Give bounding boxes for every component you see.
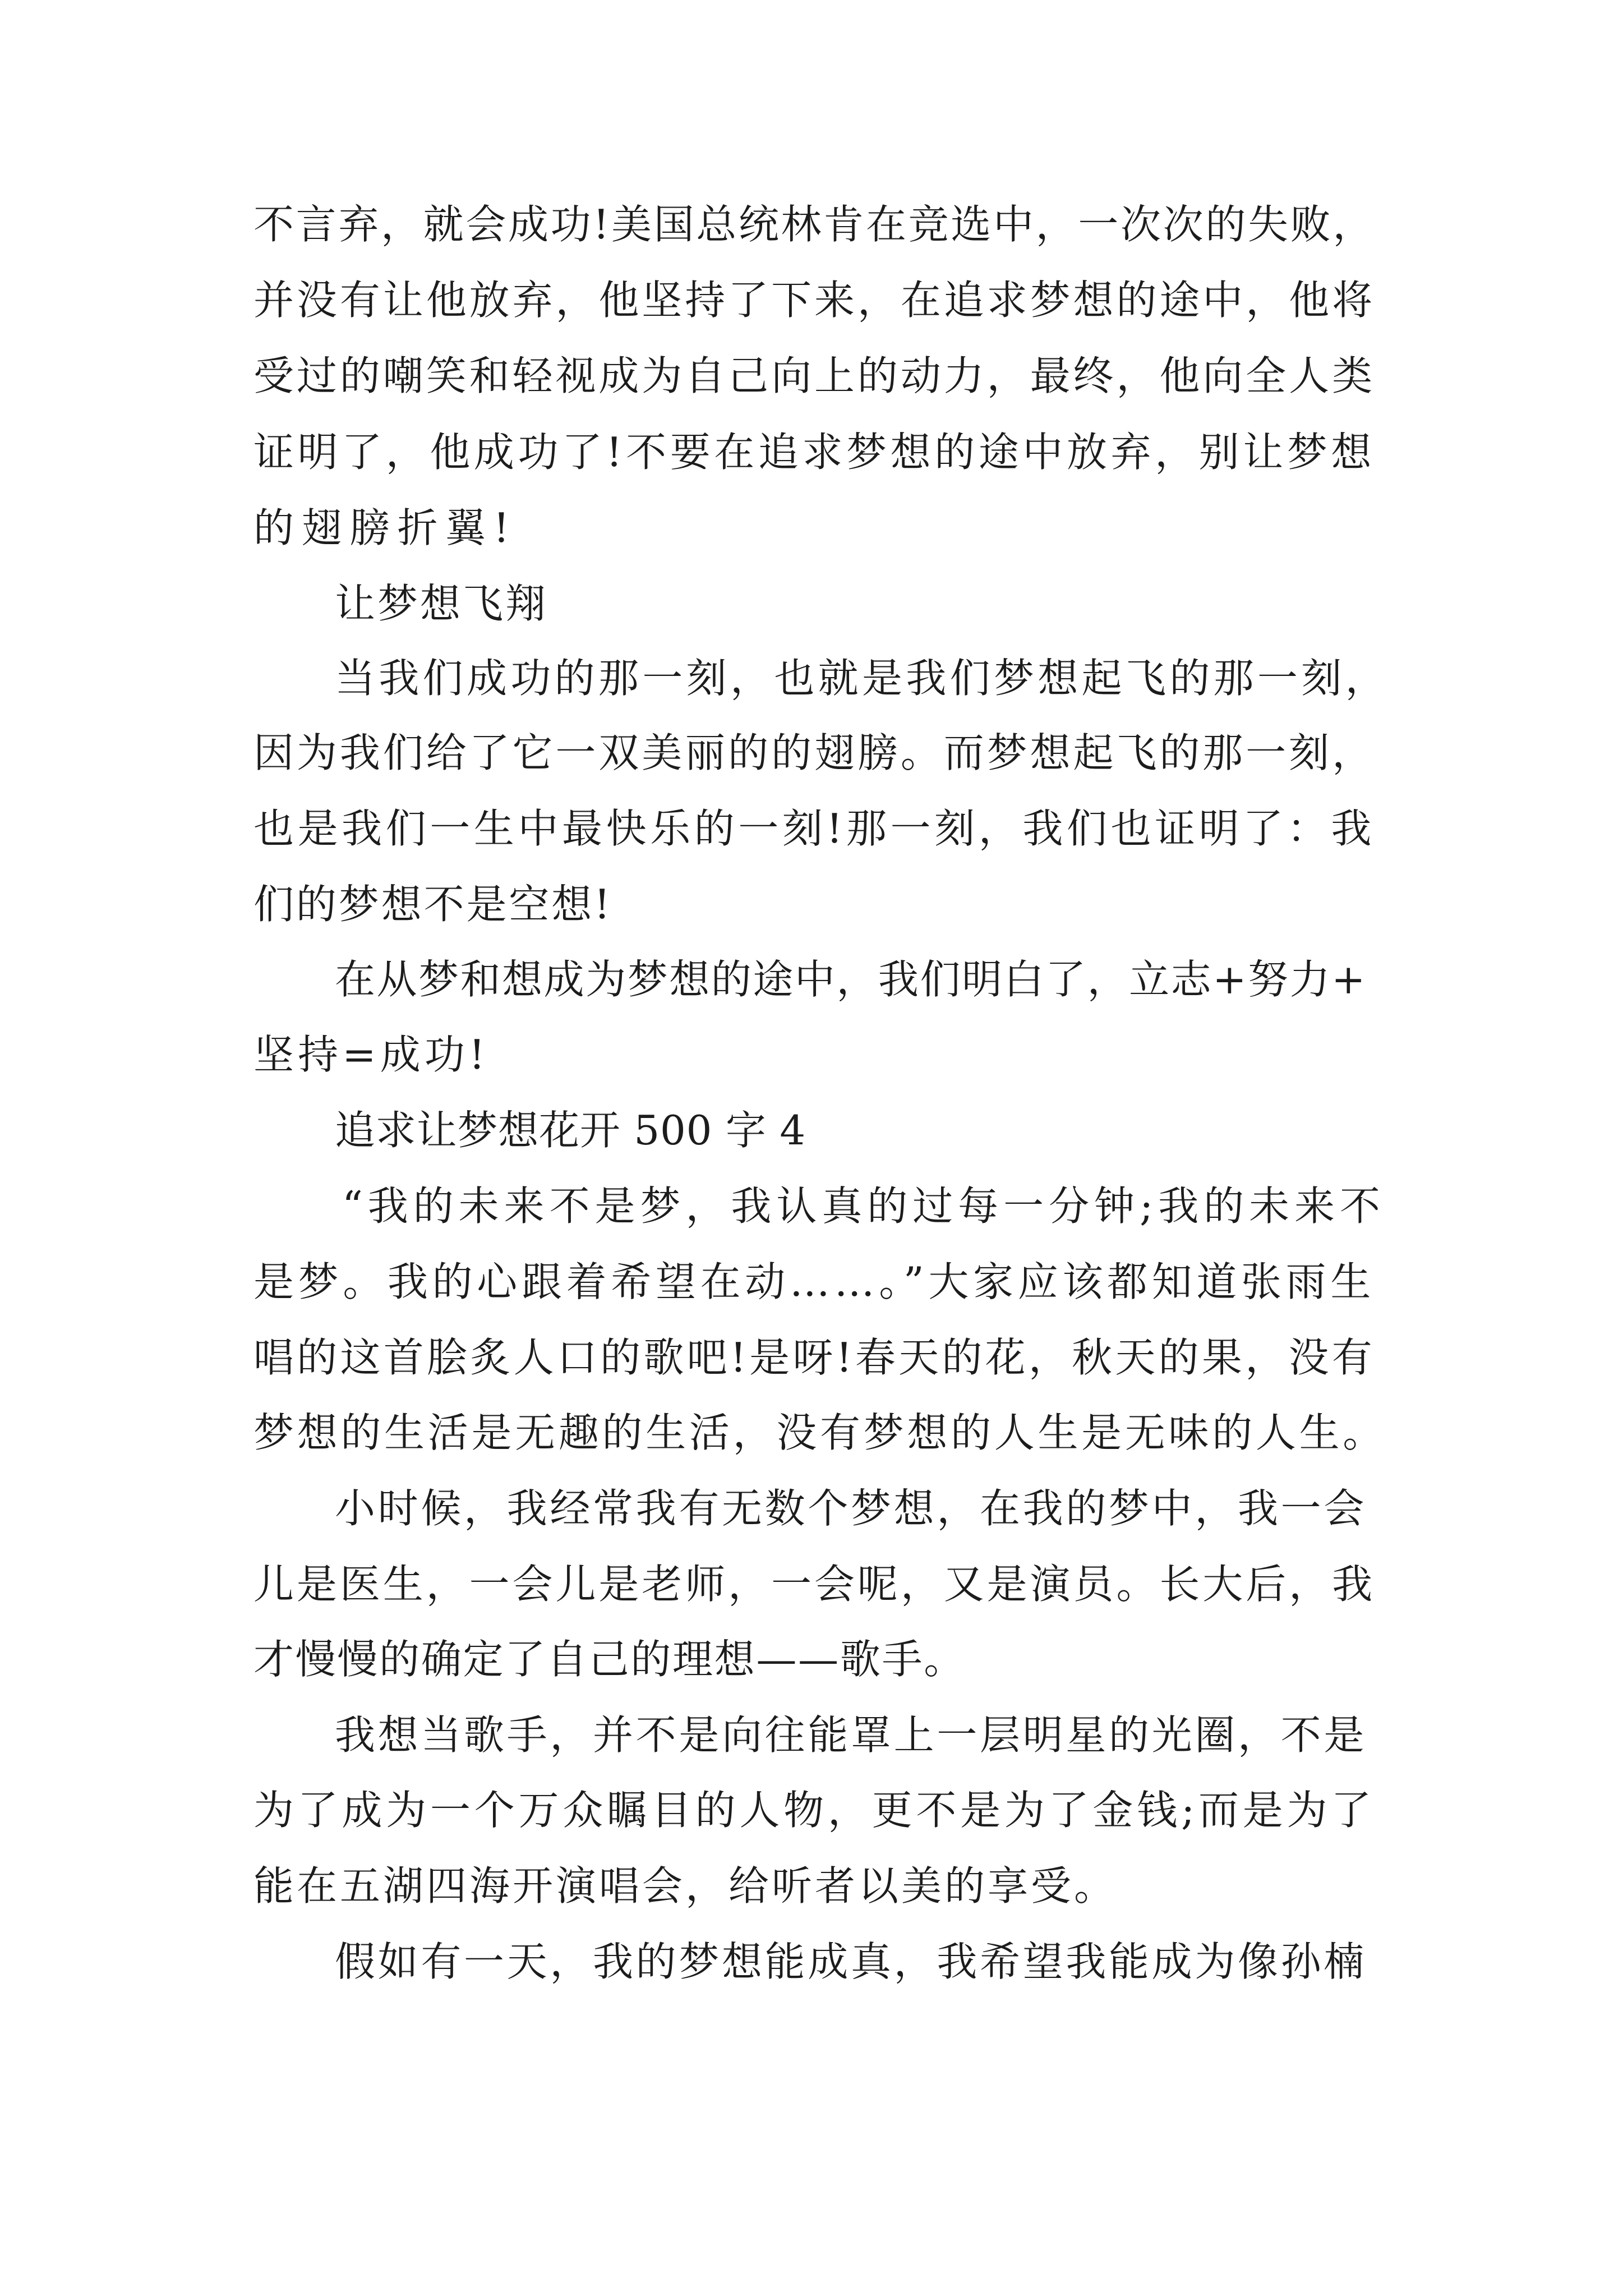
text-line: 能在五湖四海开演唱会，给听者以美的享受。 — [253, 1862, 1117, 1910]
text-line: 是梦。我的心跟着希望在动……。”大家应该都知道张雨生 — [253, 1258, 1375, 1305]
text-line: 不言弃，就会成功!美国总统林肯在竞选中，一次次的失败， — [253, 201, 1375, 248]
text-line: 的翅膀折翼! — [253, 504, 517, 551]
text-line: 受过的嘲笑和轻视成为自己向上的动力，最终，他向全人类 — [253, 352, 1375, 399]
text-line: 假如有一天，我的梦想能成真，我希望我能成为像孙楠 — [335, 1938, 1367, 1985]
text-line: 唱的这首脍炙人口的歌吧!是呀!春天的花，秋天的果，没有 — [253, 1334, 1375, 1381]
text-line: 坚持=成功! — [253, 1031, 489, 1078]
text-line: 证明了，他成功了!不要在追求梦想的途中放弃，别让梦想 — [253, 429, 1375, 476]
text-line: 为了成为一个万众瞩目的人物，更不是为了金钱;而是为了 — [253, 1787, 1375, 1834]
text-line: 当我们成功的那一刻，也就是我们梦想起飞的那一刻， — [335, 655, 1389, 702]
text-line: 儿是医生，一会儿是老师，一会呢，又是演员。长大后，我 — [253, 1561, 1375, 1608]
text-line: 们的梦想不是空想! — [253, 881, 612, 928]
text-line: 才慢慢的确定了自己的理想——歌手。 — [253, 1636, 966, 1683]
text-line: 并没有让他放弃，他坚持了下来，在追求梦想的途中，他将 — [253, 277, 1375, 324]
text-line: 也是我们一生中最快乐的一刻!那一刻，我们也证明了：我 — [253, 805, 1375, 852]
text-line: 小时候，我经常我有无数个梦想，在我的梦中，我一会 — [335, 1485, 1367, 1532]
text-line: 因为我们给了它一双美丽的的翅膀。而梦想起飞的那一刻， — [253, 729, 1375, 776]
text-line: 我想当歌手，并不是向往能罩上一层明星的光圈，不是 — [335, 1711, 1367, 1759]
section-heading: 追求让梦想花开 500 字 4 — [335, 1107, 806, 1154]
text-line: 在从梦和想成为梦想的途中，我们明白了，立志+努力+ — [335, 956, 1367, 1003]
text-line: “我的未来不是梦，我认真的过每一分钟;我的未来不 — [342, 1182, 1385, 1230]
section-heading: 让梦想飞翔 — [335, 580, 548, 627]
text-line: 梦想的生活是无趣的生活，没有梦想的人生是无味的人生。 — [253, 1409, 1386, 1456]
